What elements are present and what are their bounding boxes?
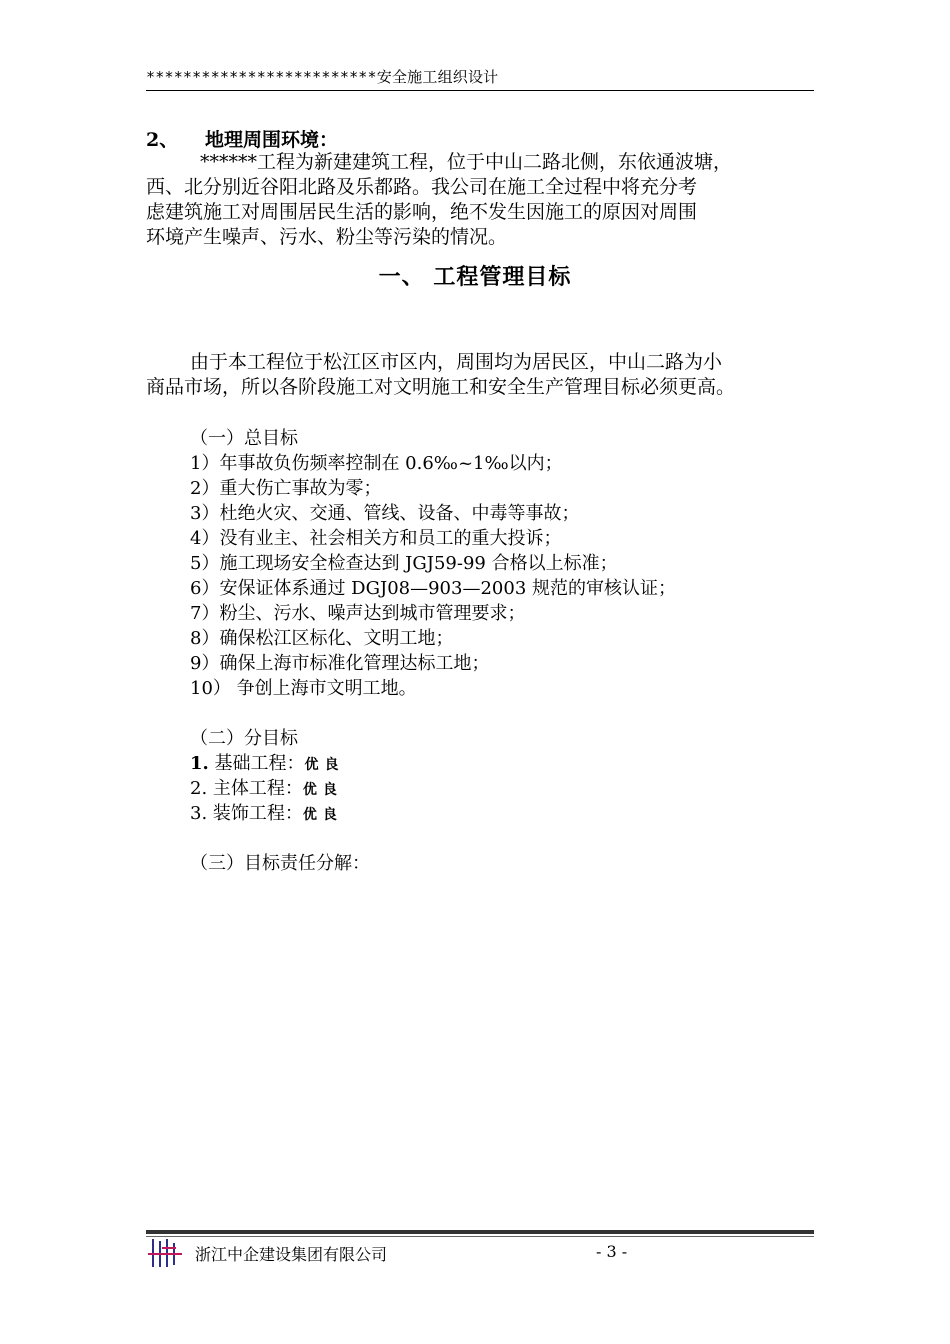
header-title: *************************安全施工组织设计 bbox=[146, 68, 499, 86]
sub-goal-rating: 优良 bbox=[302, 807, 343, 823]
overall-goal-item: 4）没有业主、社会相关方和员工的重大投诉； bbox=[190, 528, 562, 549]
sub-goal-number: 1. bbox=[190, 753, 209, 774]
sub-goal-item bbox=[190, 749, 345, 775]
overall-goal-item: 5）施工现场安全检查达到 JGJ59-99 合格以上标准； bbox=[190, 553, 618, 574]
sub-goal-item bbox=[190, 774, 343, 800]
section-paragraph-line: 西、北分别近谷阳北路及乐都路。我公司在施工全过程中将充分考 bbox=[146, 176, 698, 198]
intro-line: 由于本工程位于松江区市区内，周围均为居民区，中山二路为小 bbox=[190, 351, 723, 373]
sub-goal-number: 3. bbox=[190, 803, 208, 824]
overall-goal-item: 6）安保证体系通过 DGJ08—903—2003 规范的审核认证； bbox=[190, 578, 676, 599]
section-paragraph-line: 环境产生噪声、污水、粉尘等污染的情况。 bbox=[146, 226, 508, 248]
sub-goal-rating: 优良 bbox=[304, 757, 345, 773]
overall-goal-item: 1）年事故负伤频率控制在 0.6‰~1‰以内； bbox=[190, 453, 563, 474]
header-rule bbox=[146, 90, 814, 91]
overall-goal-item: 9）确保上海市标准化管理达标工地； bbox=[190, 653, 490, 674]
sub-goal-label: 主体工程： bbox=[212, 778, 303, 799]
overall-goals-title: （一）总目标 bbox=[190, 428, 298, 449]
overall-goal-item: 3）杜绝火灾、交通、管线、设备、中毒等事故； bbox=[190, 503, 580, 524]
sub-goal-label: 基础工程： bbox=[214, 753, 305, 774]
sub-goal-label: 装饰工程： bbox=[212, 803, 303, 824]
overall-goal-item: 7）粉尘、污水、噪声达到城市管理要求； bbox=[190, 603, 526, 624]
sub-goal-item bbox=[190, 799, 343, 825]
intro-line: 商品市场，所以各阶段施工对文明施工和安全生产管理目标必须更高。 bbox=[146, 376, 736, 398]
sub-goal-rating: 优良 bbox=[302, 782, 343, 798]
company-name: 浙江中企建设集团有限公司 bbox=[195, 1245, 388, 1264]
overall-goal-item: 10） 争创上海市文明工地。 bbox=[190, 678, 417, 699]
section-paragraph-line: ******工程为新建建筑工程，位于中山二路北侧，东依通波塘， bbox=[200, 151, 733, 173]
overall-goal-item: 8）确保松江区标化、文明工地； bbox=[190, 628, 454, 649]
chapter-title: 一、 工程管理目标 bbox=[378, 265, 572, 290]
footer-rule bbox=[146, 1230, 814, 1234]
overall-goal-item: 2）重大伤亡事故为零； bbox=[190, 478, 382, 499]
sub-goals-title: （二）分目标 bbox=[190, 728, 298, 749]
responsibility-title: （三）目标责任分解： bbox=[190, 853, 370, 874]
footer-rule-thin bbox=[146, 1236, 814, 1237]
section-paragraph-line: 虑建筑施工对周围居民生活的影响，绝不发生因施工的原因对周围 bbox=[146, 201, 698, 223]
sub-goal-number: 2. bbox=[190, 778, 208, 799]
section-title: 地理周围环境： bbox=[205, 129, 339, 151]
page-number: - 3 - bbox=[596, 1242, 628, 1261]
section-number: 2、 bbox=[146, 129, 179, 151]
company-logo-icon bbox=[148, 1237, 184, 1269]
